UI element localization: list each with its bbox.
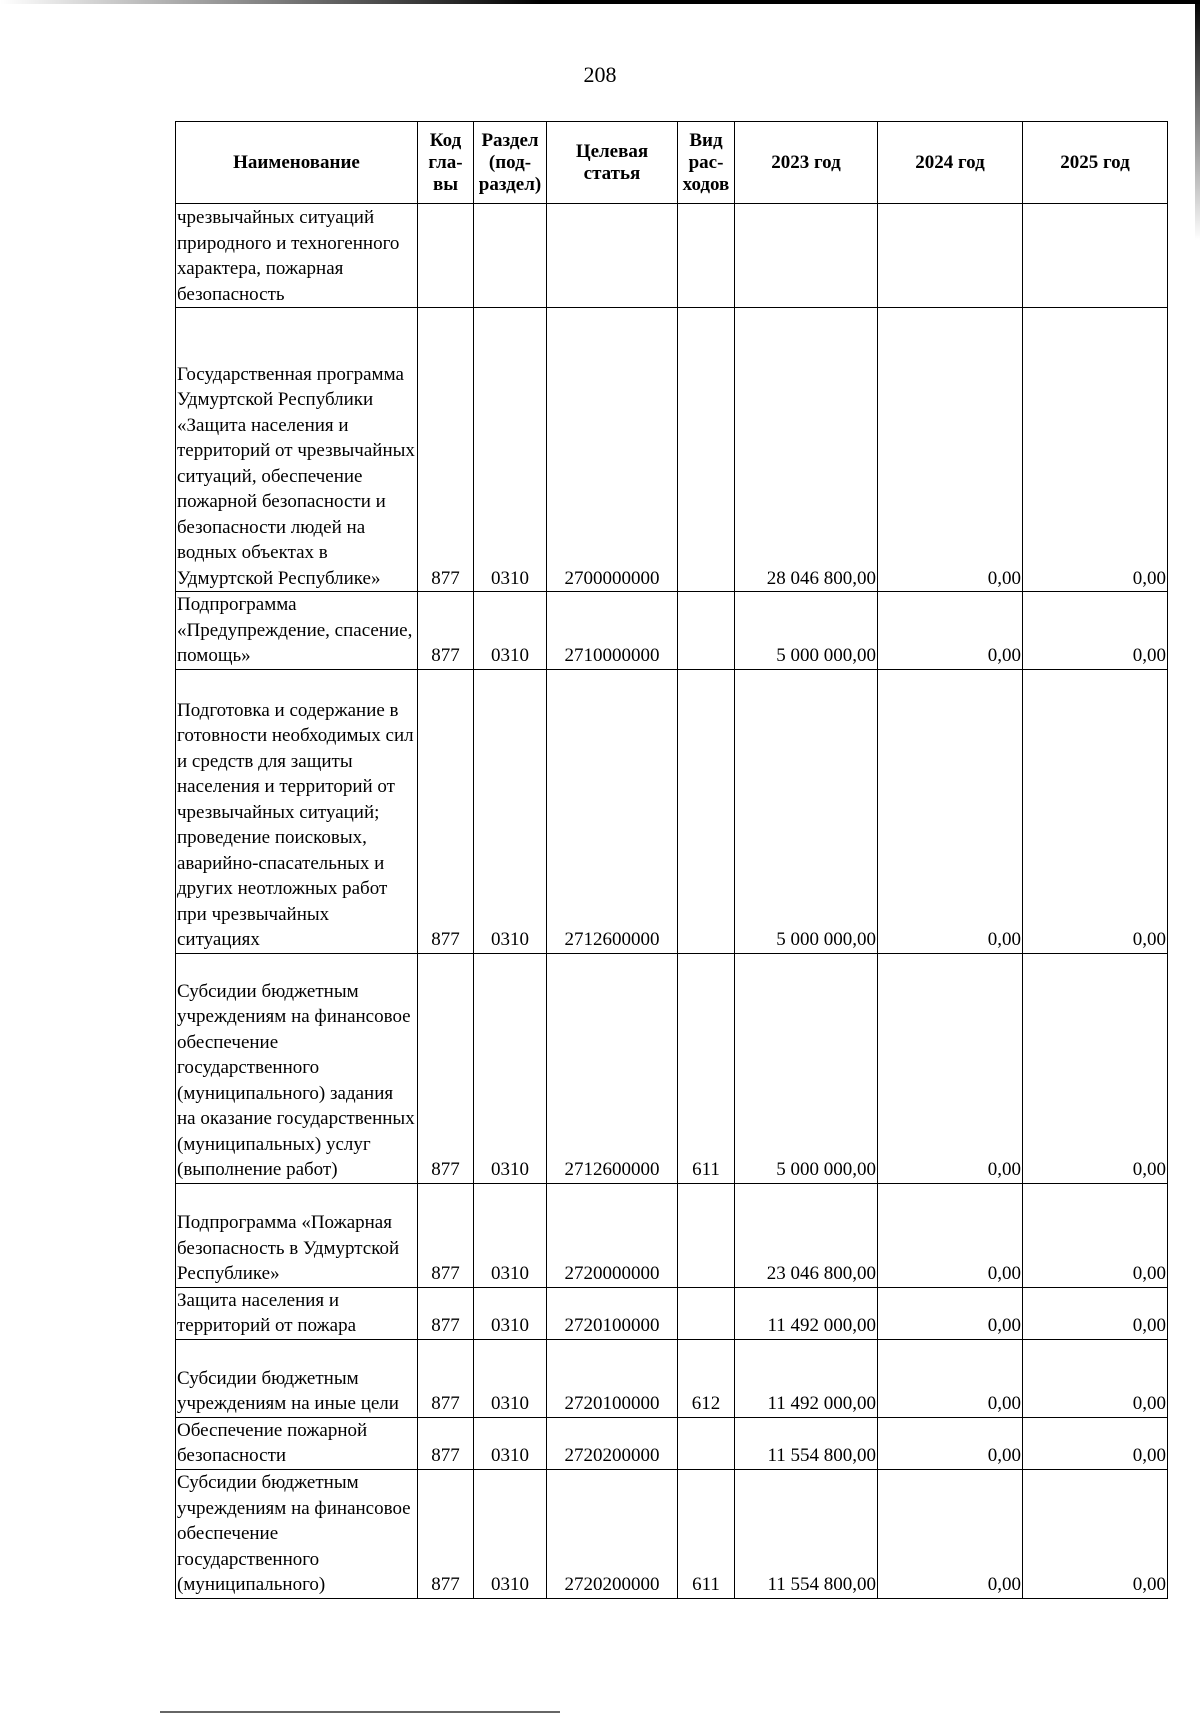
table-row [176,953,1168,1183]
row-2023: 11 492 000,00 [735,1287,878,1339]
row-statya: 2720100000 [547,1339,678,1417]
row-2023: 5 000 000,00 [735,592,878,670]
row-2023: 28 046 800,00 [735,308,878,592]
scan-edge-right [1195,0,1200,240]
row-name: Подпрограмма «Предупреждение, спасение, помощь» [176,592,418,670]
row-vid [678,669,735,953]
row-2025: 0,00 [1023,592,1168,670]
row-name: Субсидии бюджетным учреждениям на иные цели [176,1339,418,1417]
header-glava: Код гла-вы [418,122,474,204]
row-name: Защита населения и территорий от пожара [176,1287,418,1339]
row-2025: 0,00 [1023,1469,1168,1598]
row-2025: 0,00 [1023,1339,1168,1417]
row-glava [418,204,474,308]
row-2024 [878,204,1023,308]
page-number: 208 [583,62,617,87]
table-row [176,1417,1168,1469]
row-2025: 0,00 [1023,1287,1168,1339]
row-statya: 2700000000 [547,308,678,592]
header-name: Наименование [176,122,418,204]
row-razdel: 0310 [474,1469,547,1598]
header-2025: 2025 год [1023,122,1168,204]
row-statya: 2712600000 [547,669,678,953]
row-statya: 2720200000 [547,1417,678,1469]
row-statya: 2720000000 [547,1183,678,1287]
row-name: Государственная программа Удмуртской Республики «Защита населения и территорий от чрезвычайных ситуаций, обеспечение пожарной безопасности и безопасности людей на водных объектах в Удмуртской Республике» [176,308,418,592]
row-glava: 877 [418,953,474,1183]
row-2025: 0,00 [1023,308,1168,592]
row-razdel: 0310 [474,1287,547,1339]
row-name: Субсидии бюджетным учреждениям на финансовое обеспечение государственного (муниципального) задания на оказание государственных (муниципальных) услуг (выполнение работ) [176,953,418,1183]
row-glava: 877 [418,308,474,592]
row-vid [678,592,735,670]
row-2023: 5 000 000,00 [735,953,878,1183]
row-vid: 612 [678,1339,735,1417]
row-glava: 877 [418,669,474,953]
row-2023: 11 554 800,00 [735,1469,878,1598]
row-glava: 877 [418,1339,474,1417]
row-glava: 877 [418,1287,474,1339]
header-statya: Целевая статья [547,122,678,204]
table-row [176,1469,1168,1598]
row-razdel: 0310 [474,669,547,953]
row-vid [678,308,735,592]
row-2024: 0,00 [878,1183,1023,1287]
table-row [176,1183,1168,1287]
row-glava: 877 [418,592,474,670]
row-name: Подпрограмма «Пожарная безопасность в Удмуртской Республике» [176,1183,418,1287]
table-row [176,592,1168,670]
row-2025: 0,00 [1023,1183,1168,1287]
row-vid: 611 [678,953,735,1183]
row-name: Подготовка и содержание в готовности необходимых сил и средств для защиты населения и территорий от чрезвычайных ситуаций; проведение поисковых, аварийно-спасательных и других неотложных работ при чрезвычайных ситуациях [176,669,418,953]
row-2024: 0,00 [878,308,1023,592]
table-body [176,204,1168,1599]
header-2023: 2023 год [735,122,878,204]
row-razdel: 0310 [474,592,547,670]
row-vid [678,1417,735,1469]
row-2024: 0,00 [878,669,1023,953]
row-2024: 0,00 [878,1339,1023,1417]
header-2024: 2024 год [878,122,1023,204]
row-razdel [474,204,547,308]
row-razdel: 0310 [474,953,547,1183]
row-2024: 0,00 [878,953,1023,1183]
table-header [176,122,1168,204]
row-2025: 0,00 [1023,1417,1168,1469]
row-2024: 0,00 [878,1287,1023,1339]
row-2023: 23 046 800,00 [735,1183,878,1287]
row-2023: 11 554 800,00 [735,1417,878,1469]
row-vid: 611 [678,1469,735,1598]
row-2024: 0,00 [878,1469,1023,1598]
row-razdel: 0310 [474,1339,547,1417]
row-2024: 0,00 [878,1417,1023,1469]
header-vid: Вид рас-ходов [678,122,735,204]
row-statya: 2720100000 [547,1287,678,1339]
row-vid [678,1183,735,1287]
row-2025 [1023,204,1168,308]
row-2023: 11 492 000,00 [735,1339,878,1417]
row-vid [678,1287,735,1339]
row-2023 [735,204,878,308]
row-razdel: 0310 [474,1417,547,1469]
budget-table [175,121,1168,1599]
row-statya: 2710000000 [547,592,678,670]
row-2025: 0,00 [1023,669,1168,953]
row-statya: 2712600000 [547,953,678,1183]
scan-edge-bottom [160,1711,560,1713]
table-row [176,669,1168,953]
row-2023: 5 000 000,00 [735,669,878,953]
table-row [176,1339,1168,1417]
row-glava: 877 [418,1469,474,1598]
header-razdel: Раздел (под-раздел) [474,122,547,204]
table-row [176,204,1168,308]
row-vid [678,204,735,308]
table-row [176,308,1168,592]
row-razdel: 0310 [474,1183,547,1287]
header-row [176,122,1168,204]
row-name: Обеспечение пожарной безопасности [176,1417,418,1469]
row-name: Субсидии бюджетным учреждениям на финансовое обеспечение государственного (муниципального) [176,1469,418,1598]
row-glava: 877 [418,1183,474,1287]
row-statya [547,204,678,308]
row-2025: 0,00 [1023,953,1168,1183]
row-glava: 877 [418,1417,474,1469]
row-statya: 2720200000 [547,1469,678,1598]
row-name: чрезвычайных ситуаций природного и техногенного характера, пожарная безопасность [176,204,418,308]
row-razdel: 0310 [474,308,547,592]
scan-edge-top [0,0,1200,4]
table-row [176,1287,1168,1339]
row-2024: 0,00 [878,592,1023,670]
